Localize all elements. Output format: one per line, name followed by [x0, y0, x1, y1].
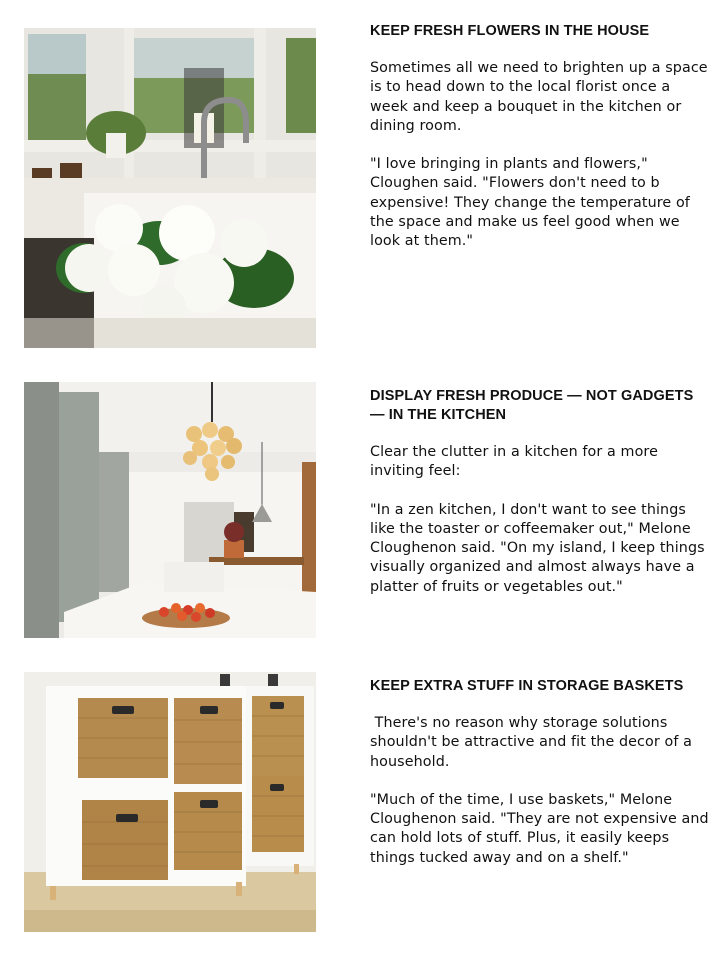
paragraph: There's no reason why storage solutions shouldn't be attractive and fit the decor of a household.	[370, 715, 697, 770]
baskets-text	[370, 677, 714, 887]
section-heading: KEEP FRESH FLOWERS IN THE HOUSE	[370, 23, 650, 39]
produce-text	[370, 387, 710, 616]
kitchen-island-photo	[24, 382, 316, 638]
paragraph: "I love bringing in plants and flowers," Cloughen said. "Flowers don't need to b expensive! They change the temperature of the space and make us feel good when we look at them."	[370, 156, 695, 250]
section-heading: DISPLAY FRESH PRODUCE — NOT GADGETS — IN THE KITCHEN	[370, 388, 694, 423]
paragraph: "In a zen kitchen, I don't want to see things like the toaster or coffeemaker out," Melone Cloughenon said. "On my island, I keep things visually organized and almost always have a platter of fruits or vegetables out."	[370, 501, 710, 595]
paragraph: Clear the clutter in a kitchen for a more inviting feel:	[370, 444, 663, 480]
flowers-text	[370, 22, 713, 271]
section-heading: KEEP EXTRA STUFF IN STORAGE BASKETS	[370, 678, 684, 694]
flowers-sink-photo	[24, 28, 316, 348]
storage-baskets-photo	[24, 672, 316, 932]
paragraph: "Much of the time, I use baskets," Melone Cloughenon said. "They are not expensive and can hold lots of stuff. Plus, it easily keeps things tucked away and on a shelf."	[370, 791, 714, 866]
paragraph: Sometimes all we need to brighten up a space is to head down to the local florist once a week and keep a bouquet in the kitchen or dining room.	[370, 60, 713, 134]
